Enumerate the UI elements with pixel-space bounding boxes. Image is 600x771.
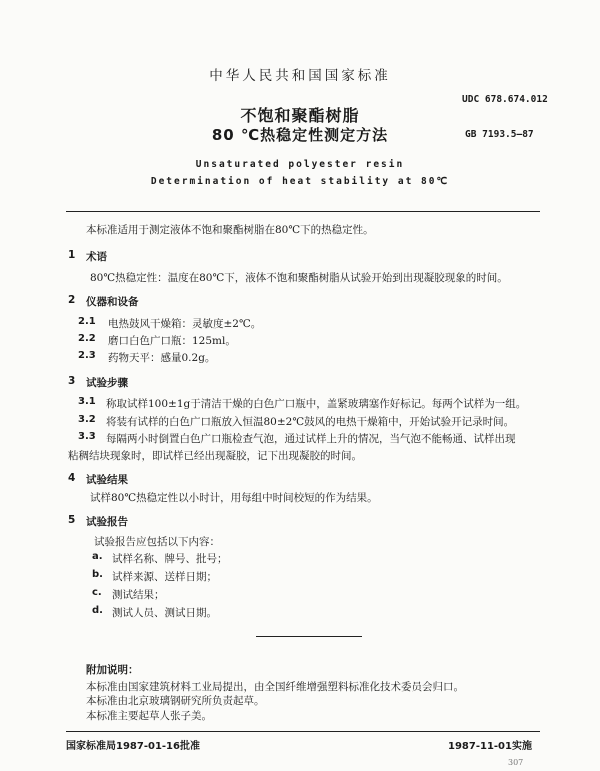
section-1-number: 1: [68, 249, 76, 261]
english-title-line2: Determination of heat stability at 80℃: [150, 176, 450, 187]
item-2-1-text: 电热鼓风干燥箱：灵敏度±2℃。: [108, 318, 262, 330]
item-3-2-number: 3.2: [78, 414, 96, 425]
item-2-2-text: 磨口白色广口瓶：125ml。: [108, 335, 236, 347]
section-4-body: 试样80℃热稳定性以小时计，用每组中时间校短的作为结果。: [90, 492, 378, 504]
approval-date: 国家标准局1987-01-16批准: [66, 741, 200, 752]
notes-title: 附加说明：: [86, 664, 139, 676]
item-a-text: 试样名称、牌号、批号；: [112, 553, 228, 565]
standard-country-heading: 中华人民共和国国家标准: [209, 68, 391, 84]
gb-standard-number: GB 7193.5—87: [465, 129, 534, 140]
item-c-text: 测试结果；: [112, 589, 165, 601]
page-mark: 307: [508, 758, 524, 767]
section-2-title: 仪器和设备: [86, 296, 139, 308]
section-1-body: 80℃热稳定性：温度在80℃下，液体不饱和聚酯树脂从试验开始到出现凝胶现象的时间。: [90, 272, 508, 284]
scope-statement: 本标准适用于测定液体不饱和聚酯树脂在80℃下的热稳定性。: [86, 224, 374, 236]
doc-title-line1: 不饱和聚酯树脂: [240, 106, 360, 125]
item-3-3-number: 3.3: [78, 431, 96, 442]
item-2-3-text: 药物天平：感量0.2g。: [108, 352, 216, 364]
item-2-1-number: 2.1: [78, 316, 96, 327]
item-c-letter: c.: [92, 587, 102, 598]
item-3-2-text: 将装有试样的白色广口瓶放入恒温80±2℃鼓风的电热干燥箱中，开始试验开记录时间。: [106, 416, 515, 428]
item-3-3-text: 每隔两小时倒置白色广口瓶检查气泡，通过试样上升的情况，当气泡不能畅通、试样出现: [106, 433, 516, 445]
item-d-text: 测试人员、测试日期。: [112, 607, 217, 619]
effective-date: 1987-11-01实施: [448, 741, 532, 752]
section-1-title: 术语: [86, 251, 107, 263]
section-4-title: 试验结果: [86, 474, 128, 486]
notes-line-2: 本标准由北京玻璃钢研究所负责起草。: [86, 695, 265, 707]
end-of-text-divider: [256, 636, 362, 637]
notes-line-3: 本标准主要起草人张子美。: [86, 710, 212, 722]
section-5-title: 试验报告: [86, 516, 128, 528]
section-2-number: 2: [68, 294, 76, 306]
item-3-1-text: 称取试样100±1g于清洁干燥的白色广口瓶中，盖紧玻璃塞作好标记。每两个试样为一组。: [106, 398, 527, 410]
section-3-number: 3: [68, 375, 76, 387]
item-3-1-number: 3.1: [78, 396, 96, 407]
item-2-2-number: 2.2: [78, 333, 96, 344]
item-3-3-text-continued: 粘稠结块现象时，即试样已经出现凝胶，记下出现凝胶的时间。: [68, 450, 362, 462]
item-d-letter: d.: [92, 605, 103, 616]
item-b-letter: b.: [92, 569, 103, 580]
footer-divider: [66, 731, 540, 732]
section-3-title: 试验步骤: [86, 377, 128, 389]
top-divider: [66, 211, 540, 212]
section-5-intro: 试验报告应包括以下内容：: [94, 536, 220, 548]
item-a-letter: a.: [92, 551, 103, 562]
english-title-line1: Unsaturated polyester resin: [195, 159, 405, 170]
notes-line-1: 本标准由国家建筑材料工业局提出，由全国纤维增强塑料标准化技术委员会归口。: [86, 681, 464, 693]
item-b-text: 试样来源、送样日期；: [112, 571, 217, 583]
udc-code: UDC 678.674.012: [462, 94, 548, 105]
item-2-3-number: 2.3: [78, 350, 96, 361]
section-5-number: 5: [68, 514, 76, 526]
doc-title-line2: 80 ℃热稳定性测定方法: [211, 126, 389, 144]
section-4-number: 4: [68, 472, 76, 484]
